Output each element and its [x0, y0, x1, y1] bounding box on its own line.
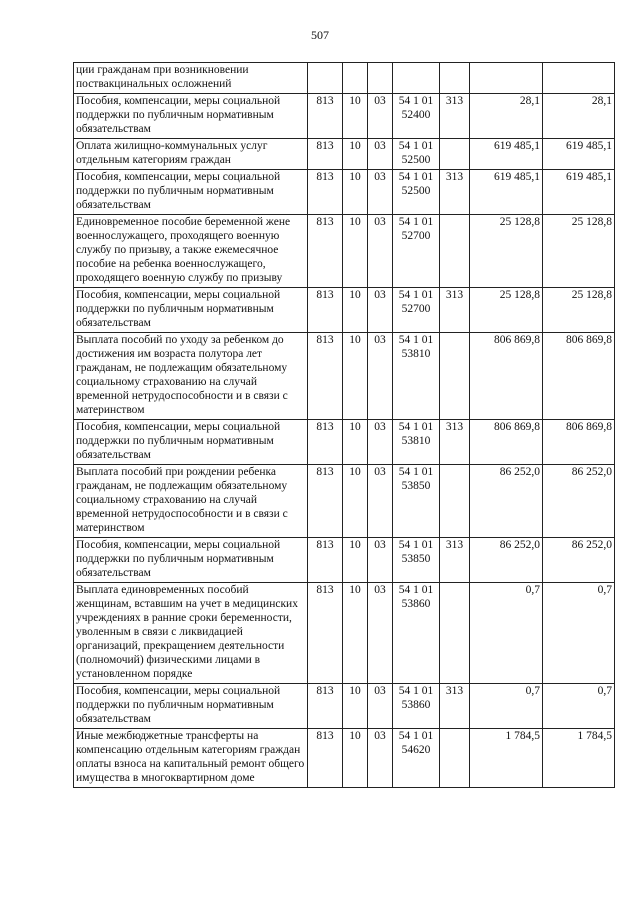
amount-federal: 0,7	[543, 583, 615, 684]
ministry-code	[308, 63, 343, 94]
table-row	[74, 729, 615, 788]
table-row	[74, 465, 615, 538]
amount-total: 0,7	[470, 583, 543, 684]
ministry-code: 813	[308, 538, 343, 583]
item-name: Пособия, компенсации, меры социальной поддержки по публичным нормативным обязательствам	[74, 420, 308, 465]
expense-type-code: 313	[440, 170, 470, 215]
amount-federal: 806 869,8	[543, 333, 615, 420]
section-code: 10	[343, 583, 368, 684]
expense-type-code: 313	[440, 288, 470, 333]
ministry-code: 813	[308, 94, 343, 139]
amount-total: 619 485,1	[470, 170, 543, 215]
expense-type-code	[440, 729, 470, 788]
subsection-code: 03	[368, 215, 393, 288]
table-row	[74, 215, 615, 288]
expense-type-code: 313	[440, 420, 470, 465]
subsection-code: 03	[368, 583, 393, 684]
ministry-code: 813	[308, 170, 343, 215]
expense-type-code	[440, 583, 470, 684]
expense-type-code: 313	[440, 684, 470, 729]
amount-total: 28,1	[470, 94, 543, 139]
section-code: 10	[343, 729, 368, 788]
section-code: 10	[343, 139, 368, 170]
subsection-code: 03	[368, 684, 393, 729]
item-name: Пособия, компенсации, меры социальной поддержки по публичным нормативным обязательствам	[74, 94, 308, 139]
amount-total: 0,7	[470, 684, 543, 729]
amount-total: 86 252,0	[470, 538, 543, 583]
table-row	[74, 538, 615, 583]
subsection-code: 03	[368, 729, 393, 788]
item-name: Пособия, компенсации, меры социальной поддержки по публичным нормативным обязательствам	[74, 288, 308, 333]
amount-total: 25 128,8	[470, 215, 543, 288]
expense-type-code	[440, 465, 470, 538]
ministry-code: 813	[308, 583, 343, 684]
target-article-code: 54 1 01 52500	[393, 139, 440, 170]
page-number: 507	[311, 28, 329, 42]
target-article-code: 54 1 01 53860	[393, 684, 440, 729]
amount-federal	[543, 63, 615, 94]
ministry-code: 813	[308, 215, 343, 288]
amount-total	[470, 63, 543, 94]
amount-total: 619 485,1	[470, 139, 543, 170]
expense-type-code: 313	[440, 94, 470, 139]
table-row	[74, 420, 615, 465]
expense-type-code	[440, 333, 470, 420]
amount-total: 806 869,8	[470, 420, 543, 465]
table-row	[74, 170, 615, 215]
item-name: Единовременное пособие беременной жене военнослужащего, проходящего военную службу по призыву, а также ежемесячное пособие на ребенка военнослужащего, проходящего военную службу по призыву	[74, 215, 308, 288]
target-article-code: 54 1 01 53860	[393, 583, 440, 684]
target-article-code: 54 1 01 52500	[393, 170, 440, 215]
table-row	[74, 583, 615, 684]
subsection-code: 03	[368, 333, 393, 420]
amount-federal: 619 485,1	[543, 139, 615, 170]
ministry-code: 813	[308, 139, 343, 170]
item-name: Оплата жилищно-коммунальных услуг отдельным категориям граждан	[74, 139, 308, 170]
amount-federal: 86 252,0	[543, 465, 615, 538]
target-article-code: 54 1 01 52700	[393, 288, 440, 333]
amount-federal: 28,1	[543, 94, 615, 139]
target-article-code: 54 1 01 53810	[393, 333, 440, 420]
amount-federal: 619 485,1	[543, 170, 615, 215]
table-row	[74, 288, 615, 333]
subsection-code: 03	[368, 139, 393, 170]
ministry-code: 813	[308, 465, 343, 538]
target-article-code: 54 1 01 53810	[393, 420, 440, 465]
table-row	[74, 139, 615, 170]
ministry-code: 813	[308, 333, 343, 420]
item-name: ции гражданам при возникновении поствакцинальных осложнений	[74, 63, 308, 94]
item-name: Пособия, компенсации, меры социальной поддержки по публичным нормативным обязательствам	[74, 170, 308, 215]
amount-total: 86 252,0	[470, 465, 543, 538]
ministry-code: 813	[308, 729, 343, 788]
target-article-code: 54 1 01 53850	[393, 465, 440, 538]
ministry-code: 813	[308, 420, 343, 465]
expense-type-code: 313	[440, 538, 470, 583]
subsection-code: 03	[368, 94, 393, 139]
table-row	[74, 684, 615, 729]
subsection-code	[368, 63, 393, 94]
amount-federal: 806 869,8	[543, 420, 615, 465]
section-code: 10	[343, 420, 368, 465]
expense-type-code	[440, 63, 470, 94]
subsection-code: 03	[368, 538, 393, 583]
subsection-code: 03	[368, 420, 393, 465]
section-code: 10	[343, 94, 368, 139]
section-code: 10	[343, 465, 368, 538]
table-row	[74, 94, 615, 139]
target-article-code: 54 1 01 54620	[393, 729, 440, 788]
expense-type-code	[440, 215, 470, 288]
table-row	[74, 333, 615, 420]
target-article-code: 54 1 01 52400	[393, 94, 440, 139]
ministry-code: 813	[308, 684, 343, 729]
target-article-code	[393, 63, 440, 94]
expense-type-code	[440, 139, 470, 170]
budget-table	[73, 62, 615, 788]
amount-total: 25 128,8	[470, 288, 543, 333]
subsection-code: 03	[368, 465, 393, 538]
item-name: Выплата пособий при рождении ребенка гражданам, не подлежащим обязательному социальному страхованию на случай временной нетрудоспособности и в связи с материнством	[74, 465, 308, 538]
section-code: 10	[343, 333, 368, 420]
target-article-code: 54 1 01 52700	[393, 215, 440, 288]
item-name: Иные межбюджетные трансферты на компенсацию отдельным категориям граждан оплаты взноса на капитальный ремонт общего имущества в многоквартирном доме	[74, 729, 308, 788]
section-code: 10	[343, 684, 368, 729]
subsection-code: 03	[368, 288, 393, 333]
section-code: 10	[343, 170, 368, 215]
amount-federal: 1 784,5	[543, 729, 615, 788]
section-code: 10	[343, 215, 368, 288]
amount-total: 1 784,5	[470, 729, 543, 788]
item-name: Выплата единовременных пособий женщинам, вставшим на учет в медицинских учреждениях в ранние сроки беременности, уволенным в связи с ликвидацией организаций, прекращением деятельности (полномочий) физическими лицами в установленном порядке	[74, 583, 308, 684]
amount-federal: 86 252,0	[543, 538, 615, 583]
section-code: 10	[343, 288, 368, 333]
target-article-code: 54 1 01 53850	[393, 538, 440, 583]
amount-federal: 25 128,8	[543, 288, 615, 333]
amount-total: 806 869,8	[470, 333, 543, 420]
amount-federal: 0,7	[543, 684, 615, 729]
section-code	[343, 63, 368, 94]
table-row	[74, 63, 615, 94]
item-name: Выплата пособий по уходу за ребенком до достижения им возраста полутора лет гражданам, не подлежащим обязательному социальному страхованию на случай временной нетрудоспособности и в связи с материнством	[74, 333, 308, 420]
item-name: Пособия, компенсации, меры социальной поддержки по публичным нормативным обязательствам	[74, 538, 308, 583]
item-name: Пособия, компенсации, меры социальной поддержки по публичным нормативным обязательствам	[74, 684, 308, 729]
section-code: 10	[343, 538, 368, 583]
ministry-code: 813	[308, 288, 343, 333]
subsection-code: 03	[368, 170, 393, 215]
amount-federal: 25 128,8	[543, 215, 615, 288]
